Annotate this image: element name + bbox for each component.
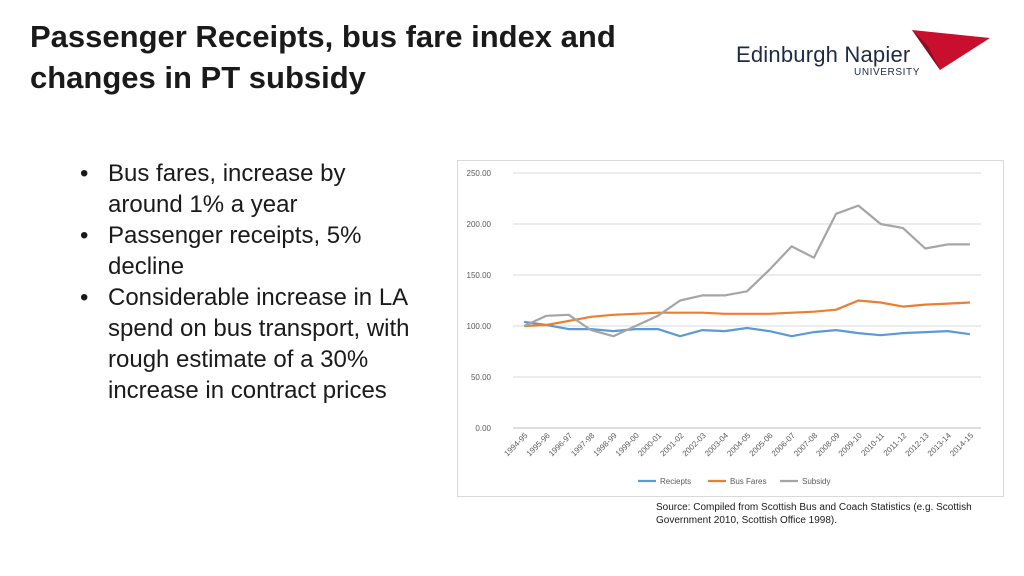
legend-label: Subsidy <box>802 477 831 486</box>
x-tick-label: 1994-95 <box>502 431 530 459</box>
x-tick-label: 2003-04 <box>703 431 731 459</box>
legend-label: Bus Fares <box>730 477 767 486</box>
x-tick-label: 2005-06 <box>747 431 775 459</box>
slide-title-line-1: Passenger Receipts, bus fare index and <box>30 19 616 54</box>
x-tick-label: 1995-96 <box>524 431 552 459</box>
x-tick-label: 1999-00 <box>613 431 641 459</box>
x-tick-label: 2010-11 <box>859 431 887 458</box>
y-tick-label: 0.00 <box>475 424 491 433</box>
university-logo <box>736 28 996 80</box>
bullet-item: • Considerable increase in LA spend on bus transport, with rough estimate of a 30% increase in contract prices <box>80 282 425 406</box>
x-tick-label: 1996-97 <box>547 431 575 459</box>
x-tick-label: 2011-12 <box>881 431 909 458</box>
line-chart <box>457 160 1004 497</box>
bullet-list <box>80 158 425 406</box>
x-tick-label: 2001-02 <box>658 431 686 459</box>
x-tick-label: 2009-10 <box>836 431 864 459</box>
y-tick-label: 50.00 <box>470 373 491 382</box>
y-tick-label: 250.00 <box>466 169 491 178</box>
x-tick-label: 2002-03 <box>680 431 708 459</box>
bullet-item: • Passenger receipts, 5% decline <box>80 220 425 282</box>
series-line-bus-fares <box>524 301 970 327</box>
y-tick-label: 100.00 <box>466 322 491 331</box>
x-tick-label: 2007-08 <box>792 431 820 459</box>
x-tick-label: 2008-09 <box>814 431 842 459</box>
logo-name: Edinburgh Napier <box>736 42 911 67</box>
y-tick-label: 200.00 <box>466 220 491 229</box>
x-tick-label: 2004-05 <box>725 431 753 459</box>
logo-subtitle: UNIVERSITY <box>854 67 921 78</box>
x-tick-label: 1997-98 <box>569 431 597 459</box>
chart-canvas <box>458 161 1003 496</box>
x-tick-label: 2013-14 <box>925 431 953 459</box>
y-tick-label: 150.00 <box>466 271 491 280</box>
bullet-item: • Bus fares, increase by around 1% a year <box>80 158 425 220</box>
x-tick-label: 2014-15 <box>948 431 976 459</box>
slide-title <box>30 16 710 98</box>
x-tick-label: 2012-13 <box>903 431 931 459</box>
x-tick-label: 2006-07 <box>769 431 797 459</box>
x-tick-label: 1998-99 <box>591 431 619 459</box>
legend-label: Reciepts <box>660 477 692 486</box>
logo-arrow-icon <box>912 28 992 72</box>
x-tick-label: 2000-01 <box>636 431 664 459</box>
slide-title-line-2: changes in PT subsidy <box>30 60 366 95</box>
source-note: Source: Compiled from Scottish Bus and Coach Statistics (e.g. Scottish Government 2010, Scottish Office 1998). <box>656 502 972 526</box>
